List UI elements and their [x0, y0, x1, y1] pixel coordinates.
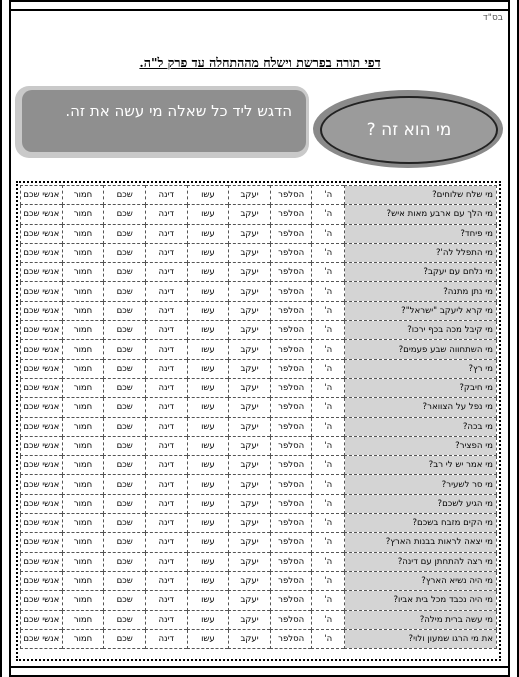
answer-option[interactable]: הסלפר: [270, 475, 312, 494]
answer-option[interactable]: חמור: [62, 205, 104, 224]
answer-option[interactable]: הסלפר: [270, 533, 312, 552]
answer-option[interactable]: אנשי שכם: [21, 282, 63, 301]
answer-option[interactable]: הסלפר: [270, 591, 312, 610]
answer-option[interactable]: יעקב: [229, 610, 271, 629]
question-text: מי התפלל לה'?: [345, 243, 497, 262]
answer-option[interactable]: חמור: [62, 378, 104, 397]
answer-option[interactable]: חמור: [62, 456, 104, 475]
answer-option[interactable]: חמור: [62, 398, 104, 417]
answer-option[interactable]: חמור: [62, 629, 104, 648]
question-text: מי סר לשעיר?: [345, 475, 497, 494]
answer-option[interactable]: הסלפר: [270, 186, 312, 205]
answer-option[interactable]: חמור: [62, 243, 104, 262]
question-text: מי נתן מתנה?: [345, 282, 497, 301]
question-text: מי חיבק?: [345, 378, 497, 397]
answer-option[interactable]: עשו: [187, 475, 229, 494]
question-row: [21, 378, 497, 397]
question-text: מי פיחד?: [345, 224, 497, 243]
answer-option[interactable]: ה': [312, 205, 345, 224]
question-text: מי הגיע לשכם?: [345, 494, 497, 513]
answer-option[interactable]: יעקב: [229, 378, 271, 397]
bsd-label: בס"ד: [482, 13, 503, 23]
answer-option[interactable]: שכם: [104, 591, 146, 610]
answer-option[interactable]: אנשי שכם: [21, 398, 63, 417]
answer-option[interactable]: דינה: [145, 456, 187, 475]
question-row: [21, 321, 497, 340]
answer-option[interactable]: יעקב: [229, 417, 271, 436]
answer-option[interactable]: הסלפר: [270, 282, 312, 301]
answer-option[interactable]: עשו: [187, 456, 229, 475]
answer-option[interactable]: יעקב: [229, 301, 271, 320]
answer-option[interactable]: הסלפר: [270, 417, 312, 436]
answer-option[interactable]: אנשי שכם: [21, 321, 63, 340]
answer-option[interactable]: ה': [312, 494, 345, 513]
answer-option[interactable]: שכם: [104, 263, 146, 282]
answer-option[interactable]: דינה: [145, 340, 187, 359]
answer-option[interactable]: הסלפר: [270, 610, 312, 629]
answer-option[interactable]: ה': [312, 610, 345, 629]
answer-option[interactable]: יעקב: [229, 629, 271, 648]
answer-option[interactable]: דינה: [145, 282, 187, 301]
answer-option[interactable]: עשו: [187, 552, 229, 571]
answer-option[interactable]: אנשי שכם: [21, 301, 63, 320]
answer-option[interactable]: ה': [312, 340, 345, 359]
answer-option[interactable]: דינה: [145, 378, 187, 397]
answer-option[interactable]: אנשי שכם: [21, 224, 63, 243]
question-row: [21, 475, 497, 494]
answer-option[interactable]: עשו: [187, 436, 229, 455]
answer-option[interactable]: עשו: [187, 398, 229, 417]
answer-option[interactable]: עשו: [187, 243, 229, 262]
answer-option[interactable]: דינה: [145, 359, 187, 378]
answer-option[interactable]: ה': [312, 398, 345, 417]
answer-option[interactable]: יעקב: [229, 514, 271, 533]
answer-option[interactable]: ה': [312, 321, 345, 340]
answer-option[interactable]: שכם: [104, 629, 146, 648]
answer-option[interactable]: יעקב: [229, 263, 271, 282]
answer-option[interactable]: עשו: [187, 417, 229, 436]
answer-option[interactable]: דינה: [145, 552, 187, 571]
answer-option[interactable]: ה': [312, 263, 345, 282]
question-row: [21, 436, 497, 455]
question-row: [21, 340, 497, 359]
page-title: דפי תורה בפרשת וישלח מההתחלה עד פרק ל"ה.: [139, 55, 381, 70]
answer-option[interactable]: אנשי שכם: [21, 591, 63, 610]
answer-option[interactable]: יעקב: [229, 571, 271, 590]
answer-option[interactable]: חמור: [62, 340, 104, 359]
answer-option[interactable]: שכם: [104, 475, 146, 494]
answer-option[interactable]: עשו: [187, 282, 229, 301]
answer-option[interactable]: דינה: [145, 514, 187, 533]
answer-option[interactable]: הסלפר: [270, 263, 312, 282]
answer-option[interactable]: ה': [312, 571, 345, 590]
answer-option[interactable]: יעקב: [229, 186, 271, 205]
answer-option[interactable]: שכם: [104, 398, 146, 417]
answer-option[interactable]: יעקב: [229, 321, 271, 340]
answer-option[interactable]: אנשי שכם: [21, 456, 63, 475]
answer-option[interactable]: עשו: [187, 494, 229, 513]
decorative-border-left: [0, 0, 11, 677]
answer-option[interactable]: הסלפר: [270, 340, 312, 359]
question-row: [21, 301, 497, 320]
answer-option[interactable]: שכם: [104, 321, 146, 340]
answer-option[interactable]: דינה: [145, 591, 187, 610]
answer-option[interactable]: שכם: [104, 494, 146, 513]
answer-option[interactable]: ה': [312, 591, 345, 610]
answer-option[interactable]: חמור: [62, 359, 104, 378]
answer-option[interactable]: יעקב: [229, 591, 271, 610]
answer-option[interactable]: דינה: [145, 321, 187, 340]
question-text: מי נפל על הצוואר?: [345, 398, 497, 417]
question-text: מי היה נשיא הארץ?: [345, 571, 497, 590]
answer-option[interactable]: ה': [312, 629, 345, 648]
answer-option[interactable]: דינה: [145, 186, 187, 205]
question-row: [21, 186, 497, 205]
answer-option[interactable]: שכם: [104, 205, 146, 224]
answer-option[interactable]: יעקב: [229, 456, 271, 475]
answer-option[interactable]: אנשי שכם: [21, 186, 63, 205]
question-row: [21, 494, 497, 513]
answer-option[interactable]: דינה: [145, 224, 187, 243]
answer-option[interactable]: שכם: [104, 340, 146, 359]
answer-option[interactable]: חמור: [62, 552, 104, 571]
question-row: [21, 514, 497, 533]
answer-option[interactable]: דינה: [145, 475, 187, 494]
answer-option[interactable]: דינה: [145, 436, 187, 455]
answer-option[interactable]: הסלפר: [270, 321, 312, 340]
answer-option[interactable]: עשו: [187, 263, 229, 282]
question-text: מי השתחווה שבע פעמים?: [345, 340, 497, 359]
question-text: מי נלחם עם יעקב?: [345, 263, 497, 282]
question-row: [21, 591, 497, 610]
answer-option[interactable]: הסלפר: [270, 243, 312, 262]
answer-option[interactable]: יעקב: [229, 224, 271, 243]
answer-option[interactable]: חמור: [62, 571, 104, 590]
worksheet-table: [20, 185, 497, 649]
answer-option[interactable]: אנשי שכם: [21, 243, 63, 262]
question-row: [21, 282, 497, 301]
question-row: [21, 359, 497, 378]
answer-option[interactable]: עשו: [187, 321, 229, 340]
answer-option[interactable]: אנשי שכם: [21, 629, 63, 648]
answer-option[interactable]: עשו: [187, 591, 229, 610]
question-text: מי עשה ברית מילה?: [345, 610, 497, 629]
answer-option[interactable]: שכם: [104, 436, 146, 455]
answer-option[interactable]: הסלפר: [270, 552, 312, 571]
answer-option[interactable]: דינה: [145, 571, 187, 590]
answer-option[interactable]: שכם: [104, 359, 146, 378]
question-text: מי הקים מזבח בשכם?: [345, 514, 497, 533]
answer-option[interactable]: דינה: [145, 533, 187, 552]
decorative-border-right: [508, 0, 519, 677]
answer-option[interactable]: חמור: [62, 321, 104, 340]
question-row: [21, 552, 497, 571]
answer-option[interactable]: יעקב: [229, 436, 271, 455]
answer-option[interactable]: יעקב: [229, 282, 271, 301]
answer-option[interactable]: הסלפר: [270, 205, 312, 224]
question-text: מי הלך עם ארבע מאות איש?: [345, 205, 497, 224]
answer-option[interactable]: ה': [312, 378, 345, 397]
answer-option[interactable]: דינה: [145, 243, 187, 262]
answer-option[interactable]: אנשי שכם: [21, 475, 63, 494]
answer-option[interactable]: ה': [312, 417, 345, 436]
answer-option[interactable]: חמור: [62, 475, 104, 494]
question-text: מי קרא ליעקב "ישראל"?: [345, 301, 497, 320]
question-row: [21, 571, 497, 590]
answer-option[interactable]: הסלפר: [270, 571, 312, 590]
answer-option[interactable]: אנשי שכם: [21, 514, 63, 533]
answer-option[interactable]: ה': [312, 552, 345, 571]
answer-option[interactable]: ה': [312, 514, 345, 533]
answer-option[interactable]: הסלפר: [270, 398, 312, 417]
answer-option[interactable]: הסלפר: [270, 629, 312, 648]
answer-option[interactable]: אנשי שכם: [21, 205, 63, 224]
answer-option[interactable]: ה': [312, 301, 345, 320]
answer-option[interactable]: ה': [312, 224, 345, 243]
answer-option[interactable]: שכם: [104, 610, 146, 629]
answer-option[interactable]: ה': [312, 282, 345, 301]
answer-option[interactable]: יעקב: [229, 205, 271, 224]
worksheet-frame: [16, 181, 501, 661]
answer-option[interactable]: דינה: [145, 417, 187, 436]
answer-option[interactable]: אנשי שכם: [21, 552, 63, 571]
answer-option[interactable]: עשו: [187, 186, 229, 205]
answer-option[interactable]: חמור: [62, 186, 104, 205]
question-text: מי יצאה לראות בבנות הארץ?: [345, 533, 497, 552]
answer-option[interactable]: הסלפר: [270, 224, 312, 243]
question-text: מי רץ?: [345, 359, 497, 378]
question-row: [21, 629, 497, 648]
question-row: [21, 456, 497, 475]
question-text: מי רצה להתחתן עם דינה?: [345, 552, 497, 571]
answer-option[interactable]: עשו: [187, 378, 229, 397]
answer-option[interactable]: דינה: [145, 610, 187, 629]
answer-option[interactable]: חמור: [62, 282, 104, 301]
answer-option[interactable]: אנשי שכם: [21, 436, 63, 455]
answer-option[interactable]: יעקב: [229, 533, 271, 552]
answer-option[interactable]: יעקב: [229, 475, 271, 494]
answer-option[interactable]: דינה: [145, 398, 187, 417]
answer-option[interactable]: חמור: [62, 224, 104, 243]
answer-option[interactable]: עשו: [187, 301, 229, 320]
answer-option[interactable]: הסלפר: [270, 456, 312, 475]
answer-option[interactable]: עשו: [187, 571, 229, 590]
answer-option[interactable]: הסלפר: [270, 378, 312, 397]
answer-option[interactable]: אנשי שכם: [21, 263, 63, 282]
question-row: [21, 533, 497, 552]
question-text: מי קיבל מכה בכף ירכו?: [345, 321, 497, 340]
answer-option[interactable]: הסלפר: [270, 436, 312, 455]
answer-option[interactable]: אנשי שכם: [21, 533, 63, 552]
answer-option[interactable]: אנשי שכם: [21, 359, 63, 378]
answer-option[interactable]: שכם: [104, 243, 146, 262]
answer-option[interactable]: שכם: [104, 533, 146, 552]
answer-option[interactable]: יעקב: [229, 243, 271, 262]
answer-option[interactable]: חמור: [62, 436, 104, 455]
answer-option[interactable]: שכם: [104, 301, 146, 320]
answer-option[interactable]: יעקב: [229, 552, 271, 571]
answer-option[interactable]: שכם: [104, 186, 146, 205]
question-text: מי שלח שלוחים?: [345, 186, 497, 205]
answer-option[interactable]: דינה: [145, 629, 187, 648]
question-row: [21, 610, 497, 629]
answer-option[interactable]: דינה: [145, 301, 187, 320]
answer-option[interactable]: חמור: [62, 494, 104, 513]
question-row: [21, 205, 497, 224]
answer-option[interactable]: דינה: [145, 205, 187, 224]
answer-option[interactable]: יעקב: [229, 359, 271, 378]
instruction-box: הדגש ליד כל שאלה מי עשה את זה.: [22, 90, 306, 152]
answer-option[interactable]: עשו: [187, 205, 229, 224]
answer-option[interactable]: שכם: [104, 456, 146, 475]
answer-option[interactable]: ה': [312, 533, 345, 552]
answer-option[interactable]: שכם: [104, 282, 146, 301]
answer-option[interactable]: דינה: [145, 263, 187, 282]
answer-option[interactable]: עשו: [187, 224, 229, 243]
answer-option[interactable]: אנשי שכם: [21, 610, 63, 629]
answer-option[interactable]: אנשי שכם: [21, 571, 63, 590]
answer-option[interactable]: יעקב: [229, 494, 271, 513]
answer-option[interactable]: שכם: [104, 552, 146, 571]
answer-option[interactable]: חמור: [62, 263, 104, 282]
answer-option[interactable]: חמור: [62, 610, 104, 629]
answer-option[interactable]: ה': [312, 456, 345, 475]
answer-option[interactable]: עשו: [187, 629, 229, 648]
answer-option[interactable]: ה': [312, 475, 345, 494]
question-row: [21, 417, 497, 436]
answer-option[interactable]: הסלפר: [270, 514, 312, 533]
question-row: [21, 263, 497, 282]
answer-option[interactable]: חמור: [62, 417, 104, 436]
question-row: [21, 398, 497, 417]
question-text: מי אמר יש לי רב?: [345, 456, 497, 475]
answer-option[interactable]: הסלפר: [270, 359, 312, 378]
answer-option[interactable]: דינה: [145, 494, 187, 513]
answer-option[interactable]: שכם: [104, 417, 146, 436]
answer-option[interactable]: ה': [312, 359, 345, 378]
decorative-border-bottom: [0, 666, 519, 677]
answer-option[interactable]: עשו: [187, 359, 229, 378]
answer-option[interactable]: חמור: [62, 301, 104, 320]
answer-option[interactable]: ה': [312, 436, 345, 455]
answer-option[interactable]: יעקב: [229, 340, 271, 359]
answer-option[interactable]: אנשי שכם: [21, 340, 63, 359]
answer-option[interactable]: שכם: [104, 224, 146, 243]
question-row: [21, 243, 497, 262]
answer-option[interactable]: שכם: [104, 571, 146, 590]
answer-option[interactable]: אנשי שכם: [21, 378, 63, 397]
oval-heading: מי הוא זה ?: [320, 96, 498, 164]
answer-option[interactable]: ה': [312, 243, 345, 262]
question-text: מי בכה?: [345, 417, 497, 436]
question-text: מי הפציר?: [345, 436, 497, 455]
decorative-border-top: [0, 0, 519, 11]
answer-option[interactable]: הסלפר: [270, 301, 312, 320]
answer-option[interactable]: חמור: [62, 533, 104, 552]
answer-option[interactable]: עשו: [187, 610, 229, 629]
answer-option[interactable]: חמור: [62, 591, 104, 610]
answer-option[interactable]: עשו: [187, 533, 229, 552]
answer-option[interactable]: עשו: [187, 514, 229, 533]
answer-option[interactable]: שכם: [104, 378, 146, 397]
answer-option[interactable]: חמור: [62, 514, 104, 533]
answer-option[interactable]: ה': [312, 186, 345, 205]
answer-option[interactable]: אנשי שכם: [21, 417, 63, 436]
question-text: את מי הרגו שמעון ולוי?: [345, 629, 497, 648]
answer-option[interactable]: אנשי שכם: [21, 494, 63, 513]
answer-option[interactable]: הסלפר: [270, 494, 312, 513]
question-text: מי היה נכבד מכל בית אביו?: [345, 591, 497, 610]
answer-option[interactable]: עשו: [187, 340, 229, 359]
answer-option[interactable]: יעקב: [229, 398, 271, 417]
question-row: [21, 224, 497, 243]
answer-option[interactable]: שכם: [104, 514, 146, 533]
